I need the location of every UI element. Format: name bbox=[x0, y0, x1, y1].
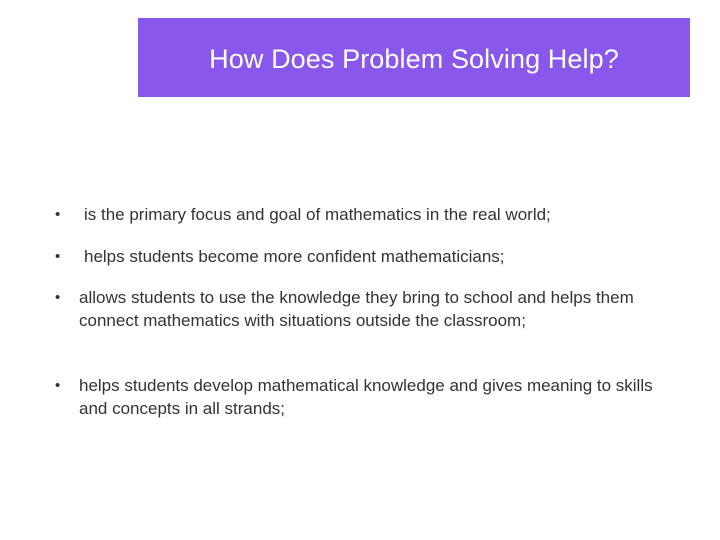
bullet-text: helps students develop mathematical knowledge and gives meaning to skills and concepts in all strands; bbox=[79, 376, 653, 418]
bullet-item bbox=[55, 286, 655, 332]
bullet-item bbox=[55, 203, 655, 226]
bullet-marker: • bbox=[55, 377, 61, 394]
bullet-marker: • bbox=[55, 248, 61, 265]
bullet-marker: • bbox=[55, 289, 61, 306]
bullet-text: is the primary focus and goal of mathematics in the real world; bbox=[84, 205, 551, 224]
bullet-item bbox=[55, 374, 655, 420]
bullet-text: allows students to use the knowledge they bring to school and helps them connect mathematics with situations outside the classroom; bbox=[79, 288, 634, 330]
bullet-item bbox=[55, 245, 655, 268]
bullet-marker: • bbox=[55, 206, 61, 223]
bullet-text: helps students become more confident mathematicians; bbox=[84, 247, 505, 266]
slide-title: How Does Problem Solving Help? bbox=[209, 44, 619, 74]
